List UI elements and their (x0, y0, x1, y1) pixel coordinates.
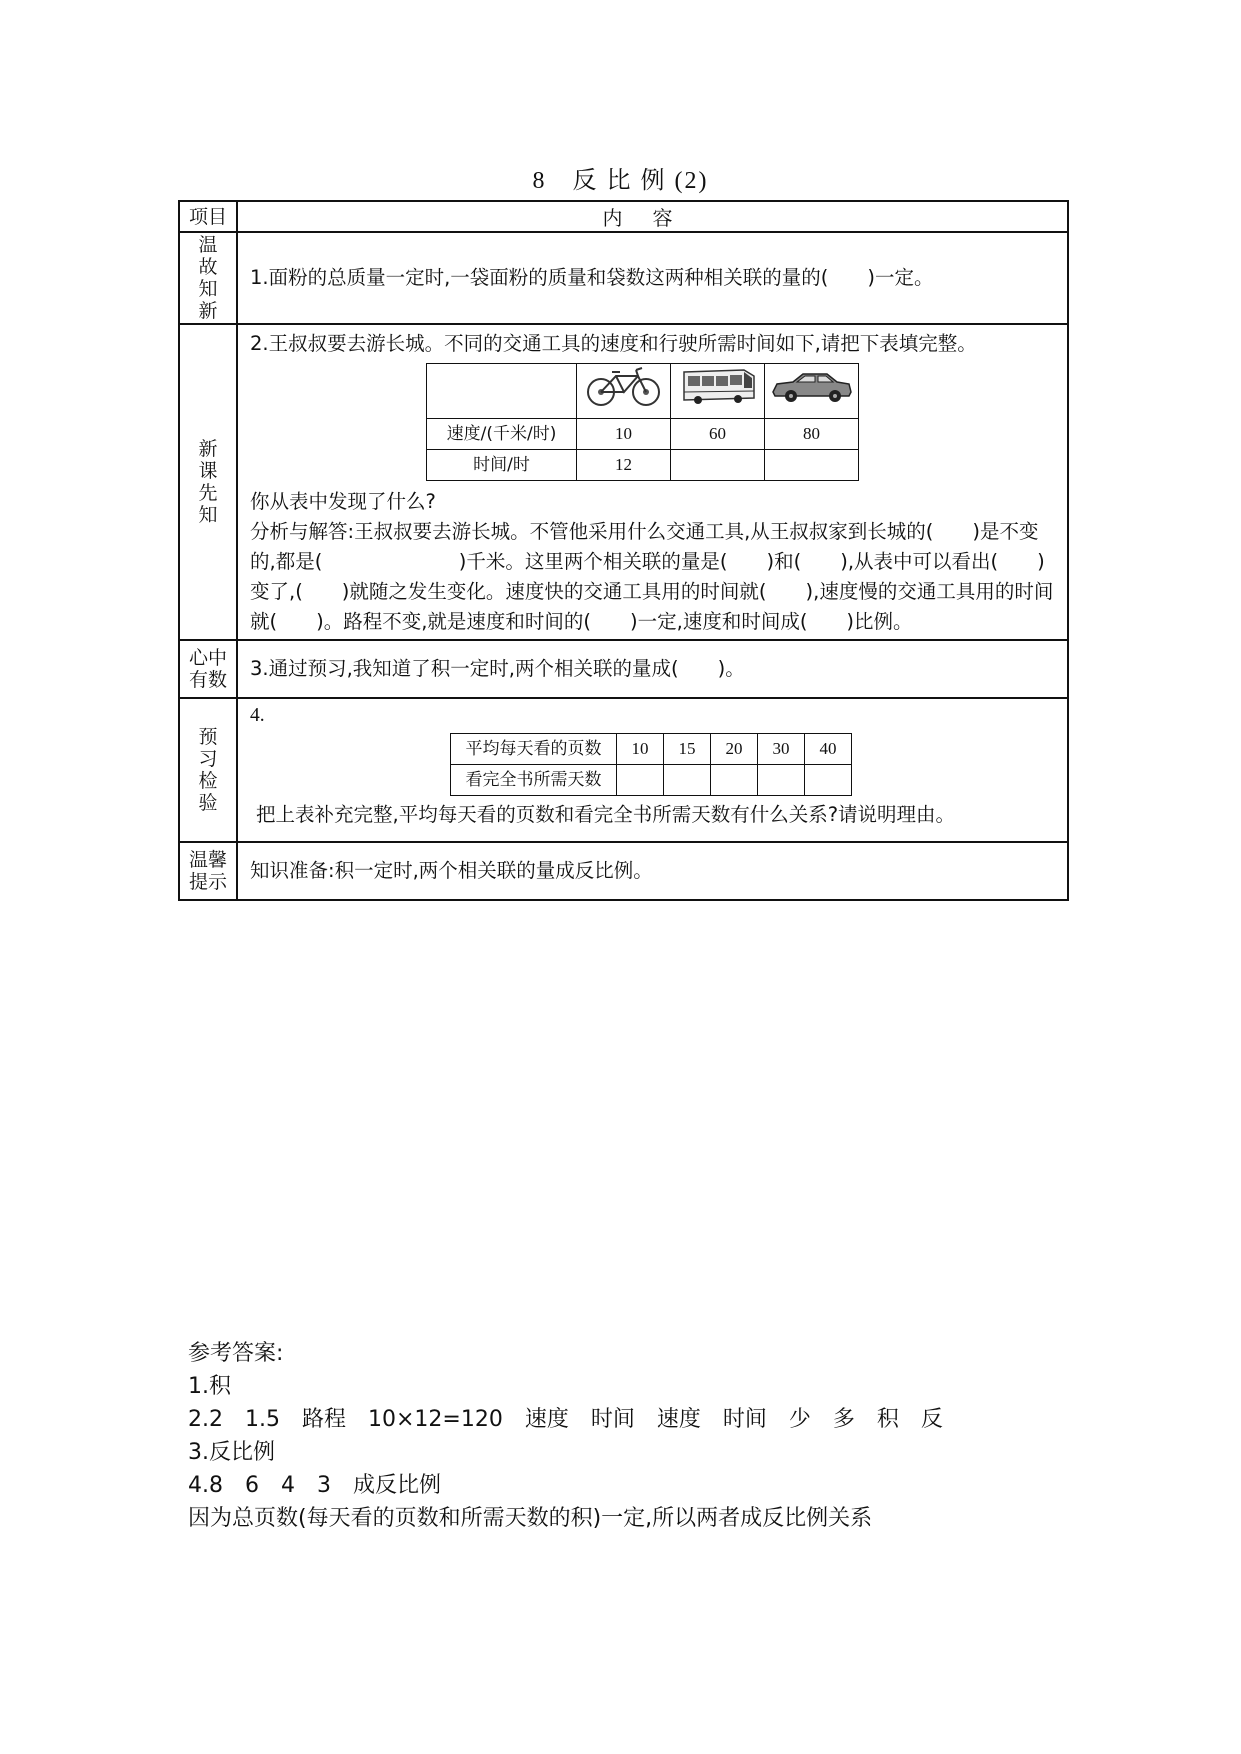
time-bicycle: 12 (577, 450, 671, 481)
answer-line: 1.积 (188, 1374, 231, 1399)
pages-value: 30 (758, 734, 805, 765)
pages-value: 15 (664, 734, 711, 765)
header-content: 内容 (237, 201, 1068, 232)
question-number: 4. (250, 705, 265, 726)
days-value (617, 765, 664, 796)
row-label-tip: 温馨提示 (188, 849, 227, 893)
days-value (758, 765, 805, 796)
row-label-summary: 心中有数 (188, 647, 227, 691)
row-label-new-lesson: 新课先知 (198, 438, 218, 526)
travel-question: 2.王叔叔要去游长城。不同的交通工具的速度和行驶所需时间如下,请把下表填完整。 (250, 332, 977, 355)
pages-per-day-label: 平均每天看的页数 (451, 734, 617, 765)
days-value (664, 765, 711, 796)
row-preview-check (179, 698, 1068, 842)
worksheet-table (178, 200, 1069, 901)
car-icon (765, 364, 859, 419)
row-label-preview-check: 预习检验 (198, 726, 218, 814)
answer-line: 因为总页数(每天看的页数和所需天数的积)一定,所以两者成反比例关系 (188, 1506, 873, 1531)
vehicle-table (426, 363, 859, 481)
row-new-lesson (179, 324, 1068, 640)
reading-table (450, 733, 852, 796)
speed-bicycle: 10 (577, 419, 671, 450)
summary-question: 3.通过预习,我知道了积一定时,两个相关联的量成( )。 (237, 640, 1068, 698)
time-car (765, 450, 859, 481)
vehicle-table-corner (427, 364, 577, 419)
answer-line: 4.8 6 4 3 成反比例 (188, 1473, 441, 1498)
answer-line: 3.反比例 (188, 1440, 275, 1465)
bus-icon (671, 364, 765, 419)
row-summary (179, 640, 1068, 698)
answer-heading: 参考答案: (188, 1341, 284, 1366)
pages-value: 10 (617, 734, 664, 765)
pages-value: 20 (711, 734, 758, 765)
answer-key (188, 1337, 943, 1535)
days-needed-label: 看完全书所需天数 (451, 765, 617, 796)
time-bus (671, 450, 765, 481)
row-label-review: 温故知新 (198, 234, 218, 322)
pages-value: 40 (805, 734, 852, 765)
table-header-row (179, 201, 1068, 232)
speed-label: 速度/(千米/时) (427, 419, 577, 450)
answer-line: 2.2 1.5 路程 10×12=120 速度 时间 速度 时间 少 多 积 反 (188, 1407, 943, 1432)
tip-text: 知识准备:积一定时,两个相关联的量成反比例。 (237, 842, 1068, 900)
bicycle-icon (577, 364, 671, 419)
discovery-question: 你从表中发现了什么? (250, 490, 436, 513)
page-title: 8 反 比 例 (2) (532, 168, 709, 194)
review-question: 1.面粉的总质量一定时,一袋面粉的质量和袋数这两种相关联的量的( )一定。 (237, 232, 1068, 324)
analysis-text: 分析与解答:王叔叔要去游长城。不管他采用什么交通工具,从王叔叔家到长城的( )是不变的,都是( )千米。这里两个相关联的量是( )和( ),从表中可以看出( )变了,( )就随之发生变化。速度快的交通工具用的时间就( ),速度慢的交通工具用的时间就( )。路程不变,就是速度和时间的( )一定,速度和时间成( )比例。 (250, 520, 1054, 633)
days-value (711, 765, 758, 796)
header-label: 项目 (179, 201, 237, 232)
speed-bus: 60 (671, 419, 765, 450)
row-tip (179, 842, 1068, 900)
row-review (179, 232, 1068, 324)
speed-car: 80 (765, 419, 859, 450)
time-label: 时间/时 (427, 450, 577, 481)
days-value (805, 765, 852, 796)
relationship-question: 把上表补充完整,平均每天看的页数和看完全书所需天数有什么关系?请说明理由。 (256, 803, 956, 826)
